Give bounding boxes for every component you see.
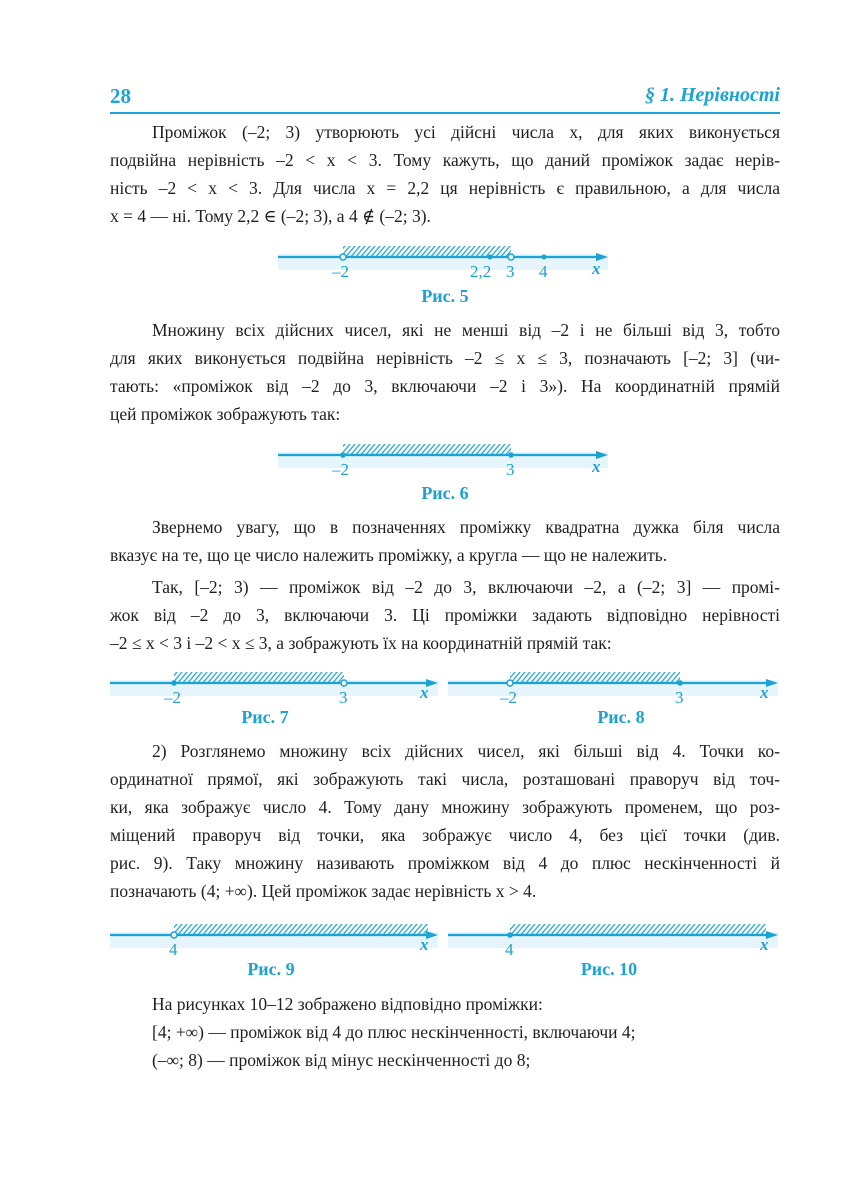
text-line: рис. 9). Таку множину називають проміжком від 4 до плюс нескінченності й [110, 853, 780, 873]
hatched-interval [174, 672, 344, 682]
text-line: вказує на те, що це число належить проміжку, а кругла — що не належить. [110, 545, 668, 565]
axis-label: x [420, 935, 429, 954]
tick-label: 3 [675, 688, 684, 707]
paragraph-4 [110, 573, 780, 657]
figure-5 [278, 240, 608, 284]
filled-point [507, 932, 513, 938]
hatched-interval [510, 672, 680, 682]
text-line: ки, яка зображує число 4. Тому дану множину зображують променем, що роз- [110, 797, 780, 817]
text-line: –2 ≤ x < 3 і –2 < x ≤ 3, а зображують їх на координатній прямій так: [110, 633, 612, 653]
hatched-interval [343, 246, 511, 256]
paragraph-5 [110, 737, 780, 905]
page-header [110, 84, 780, 114]
text-line: [4; +∞) — проміжок від 4 до плюс нескінченності, включаючи 4; [152, 1022, 636, 1042]
tick-label: 4 [169, 940, 178, 959]
axis-label: x [592, 457, 601, 476]
figure-9 [110, 918, 438, 962]
page-number: 28 [110, 84, 131, 108]
axis-label: x [760, 683, 769, 702]
filled-point [488, 255, 493, 260]
paragraph-2 [110, 316, 780, 428]
axis-label: x [760, 935, 769, 954]
text-line: Множину всіх дійсних чисел, які не менші від –2 і не більші від 3, тобто [152, 320, 780, 340]
paragraph-3 [110, 513, 780, 569]
figure-8 [448, 666, 778, 710]
tick-label: 3 [339, 688, 348, 707]
figure-6 [278, 438, 608, 482]
text-line: цей проміжок зображують так: [110, 404, 341, 424]
text-line: Проміжок (–2; 3) утворюють усі дійсні числа x, для яких виконується [152, 122, 780, 142]
figure-6-caption: Рис. 6 [421, 483, 469, 503]
tick-label: 3 [506, 460, 515, 479]
figure-5-caption: Рис. 5 [421, 286, 469, 306]
tick-label: 3 [506, 262, 515, 281]
filled-point [340, 452, 346, 458]
text-line: міщений праворуч від точки, яка зображує число 4, без цієї точки (див. [110, 825, 780, 845]
figure-7 [110, 666, 438, 710]
tick-label: 2,2 [470, 262, 492, 281]
tick-label: 4 [505, 940, 514, 959]
tick-label: –2 [332, 460, 349, 479]
figure-10-caption: Рис. 10 [580, 959, 638, 979]
hatched-ray [510, 924, 766, 934]
filled-point [542, 255, 547, 260]
text-line: для яких виконується подвійна нерівність –2 ≤ x ≤ 3, позначають [–2; 3] (чи- [110, 348, 780, 368]
filled-point [508, 452, 514, 458]
paragraph-6 [110, 990, 780, 1074]
text-line: Звернемо увагу, що в позначеннях проміжку квадратна дужка біля числа [152, 517, 780, 537]
figure-8-caption: Рис. 8 [597, 707, 645, 727]
tick-label: –2 [500, 688, 517, 707]
open-point [171, 932, 177, 938]
open-point [341, 680, 347, 686]
text-line: Так, [–2; 3) — проміжок від –2 до 3, включаючи –2, а (–2; 3] — промі- [152, 577, 780, 597]
filled-point [171, 680, 177, 686]
tick-label: –2 [332, 262, 349, 281]
text-line: ність –2 < x < 3. Для числа x = 2,2 ця нерівність є правильною, а для числа [110, 178, 780, 198]
section-title: § 1. Нерівності [644, 84, 780, 106]
open-point [508, 254, 514, 260]
text-line: x = 4 — ні. Тому 2,2 ∈ (–2; 3), а 4 ∉ (–2; 3). [110, 206, 431, 226]
axis-label: x [592, 259, 601, 278]
hatched-interval [343, 444, 511, 454]
tick-label: 4 [539, 262, 548, 281]
text-line: подвійна нерівність –2 < x < 3. Тому кажуть, що даний проміжок задає нерів- [110, 150, 780, 170]
text-line: (–∞; 8) — проміжок від мінус нескінченності до 8; [152, 1050, 531, 1070]
text-line: позначають (4; +∞). Цей проміжок задає нерівність x > 4. [110, 881, 537, 901]
open-point [507, 680, 513, 686]
tick-label: –2 [164, 688, 181, 707]
text-line: жок від –2 до 3, включаючи 3. Ці проміжки задають відповідно нерівності [110, 605, 780, 625]
hatched-ray [174, 924, 428, 934]
text-line: 2) Розглянемо множину всіх дійсних чисел, які більші від 4. Точки ко- [152, 741, 780, 761]
figure-7-caption: Рис. 7 [241, 707, 289, 727]
text-line: ординатної прямої, які зображують такі числа, розташовані праворуч від точ- [110, 769, 780, 789]
text-line: тають: «проміжок від –2 до 3, включаючи –2 і 3»). На координатній прямій [110, 376, 780, 396]
open-point [340, 254, 346, 260]
figure-10 [448, 918, 778, 962]
figure-9-caption: Рис. 9 [247, 959, 295, 979]
text-line: На рисунках 10–12 зображено відповідно проміжки: [152, 994, 543, 1014]
axis-label: x [420, 683, 429, 702]
paragraph-1 [110, 118, 780, 230]
filled-point [677, 680, 683, 686]
